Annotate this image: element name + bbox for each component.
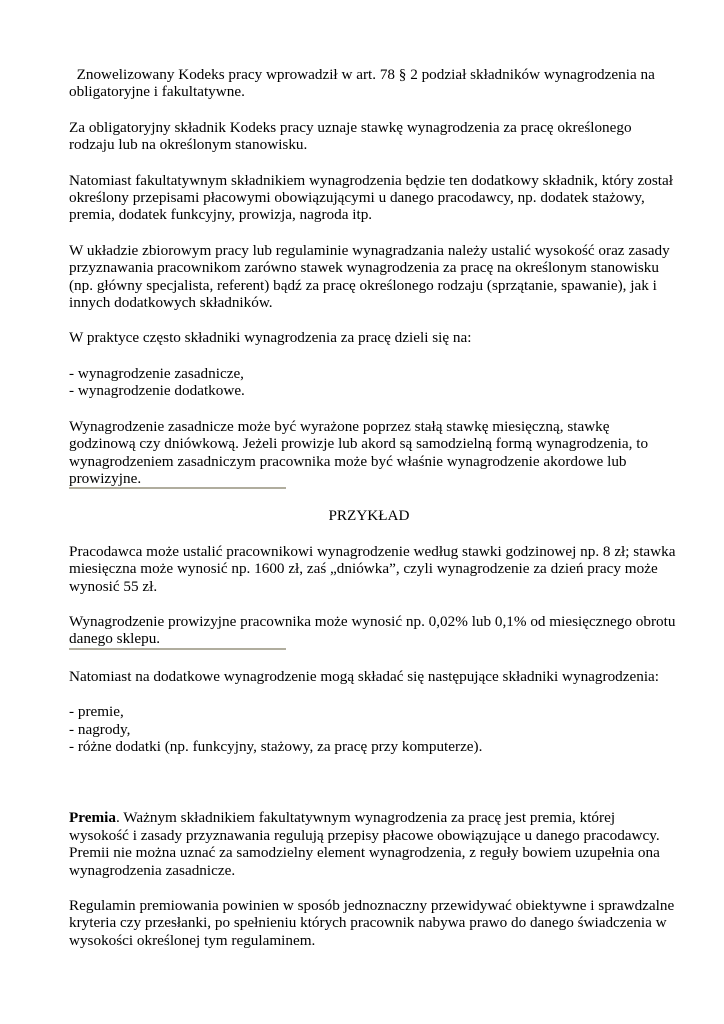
- list-additional-components: [69, 703, 669, 755]
- list-item: - premie,: [69, 703, 124, 721]
- paragraph-6: [69, 418, 669, 490]
- list-item: - nagrody,: [69, 720, 131, 738]
- text-line: Natomiast fakultatywnym składnikiem wynagrodzenia będzie ten dodatkowy składnik, który został: [69, 171, 673, 189]
- text-line: obligatoryjne i fakultatywne.: [69, 83, 245, 101]
- text-line: Pracodawca może ustalić pracownikowi wynagrodzenie według stawki godzinowej np. 8 zł; stawka: [69, 542, 676, 560]
- text-fragment: . Ważnym składnikiem fakultatywnym wynagrodzenia za pracę jest premia, której: [115, 809, 616, 827]
- text-line: W praktyce często składniki wynagrodzenia za pracę dzieli się na:: [69, 329, 472, 347]
- paragraph-5: [69, 329, 669, 346]
- text-line: W układzie zbiorowym pracy lub regulaminie wynagradzania należy ustalić wysokość oraz zasady: [69, 241, 670, 259]
- text-line: godzinową czy dniówkową. Jeżeli prowizje lub akord są samodzielną formą wynagrodzenia, to: [69, 435, 649, 453]
- text-line: wynagrodzenia zasadnicze.: [69, 861, 236, 879]
- divider-rule: [69, 487, 286, 489]
- text-line: rodzaju lub na określonym stanowisku.: [69, 136, 308, 154]
- paragraph-11: [69, 897, 675, 949]
- text-line: Znowelizowany Kodeks pracy wprowadził w art. 78 § 2 podział składników wynagrodzenia na: [69, 66, 655, 83]
- text-line: kryteria czy przesłanki, po spełnieniu których pracownik nabywa prawo do danego świadczenia w: [69, 914, 667, 932]
- text-line: Wynagrodzenie zasadnicze może być wyrażone poprzez stałą stawkę miesięczną, stawkę: [69, 417, 610, 435]
- text-line: wynosić 55 zł.: [69, 577, 158, 595]
- text-line: określony przepisami płacowymi obowiązującymi u danego pracodawcy, np. dodatek stażowy,: [69, 189, 645, 207]
- text-line: przyznawania pracownikom zarówno stawek wynagrodzenia za pracę na określonym stanowisku: [69, 259, 659, 277]
- text-line: danego sklepu.: [69, 630, 161, 648]
- text-line: wynagrodzeniem zasadniczym pracownika może być właśnie wynagrodzenie akordowe lub: [69, 452, 627, 470]
- text-line: Regulamin premiowania powinien w sposób jednoznaczny przewidywać obiektywne i sprawdzalne: [69, 897, 675, 914]
- list-item: - różne dodatki (np. funkcyjny, stażowy, za pracę przy komputerze).: [69, 737, 483, 755]
- text-line: Natomiast na dodatkowe wynagrodzenie mogą składać się następujące składniki wynagrodzenia:: [69, 667, 660, 685]
- text-line: innych dodatkowych składników.: [69, 294, 273, 312]
- bold-term: Premia: [69, 809, 116, 827]
- paragraph-10: [69, 809, 669, 879]
- heading-example: PRZYKŁAD: [328, 507, 410, 525]
- text-line: wysokość i zasady przyznawania regulują przepisy płacowe obowiązujące u danego pracodawcy.: [69, 826, 660, 844]
- divider-rule: [69, 648, 286, 650]
- paragraph-8: [69, 612, 676, 650]
- list-item: - wynagrodzenie dodatkowe.: [69, 382, 245, 400]
- spacer: [69, 773, 669, 809]
- text-line: premia, dodatek funkcyjny, prowizja, nagroda itp.: [69, 206, 373, 224]
- text-line: miesięczna może wynosić np. 1600 zł, zaś „dniówka”, czyli wynagrodzenie za dzień pracy może: [69, 560, 658, 578]
- text-line: Wynagrodzenie prowizyjne pracownika może wynosić np. 0,02% lub 0,1% od miesięcznego obrotu: [69, 612, 676, 630]
- paragraph-9: [69, 668, 669, 685]
- paragraph-7: [69, 542, 676, 595]
- paragraph-4: [69, 242, 669, 312]
- text-line: prowizyjne.: [69, 469, 142, 487]
- text-line: Za obligatoryjny składnik Kodeks pracy uznaje stawkę wynagrodzenia za pracę określonego: [69, 118, 632, 136]
- paragraph-1: [69, 66, 669, 101]
- paragraph-2: [69, 119, 669, 154]
- text-line: wysokości określonej tym regulaminem.: [69, 931, 316, 949]
- paragraph-3: [69, 171, 673, 224]
- text-line: (np. główny specjalista, referent) bądź za pracę określonego rodzaju (sprzątanie, spawanie), jak i: [69, 276, 657, 294]
- text-line: [69, 809, 669, 826]
- document-page: [69, 66, 676, 967]
- text-line: Premii nie można uznać za samodzielny element wynagrodzenia, z reguły bowiem uzupełnia ona: [69, 844, 660, 862]
- list-item: - wynagrodzenie zasadnicze,: [69, 364, 244, 382]
- list-salary-types: [69, 365, 669, 400]
